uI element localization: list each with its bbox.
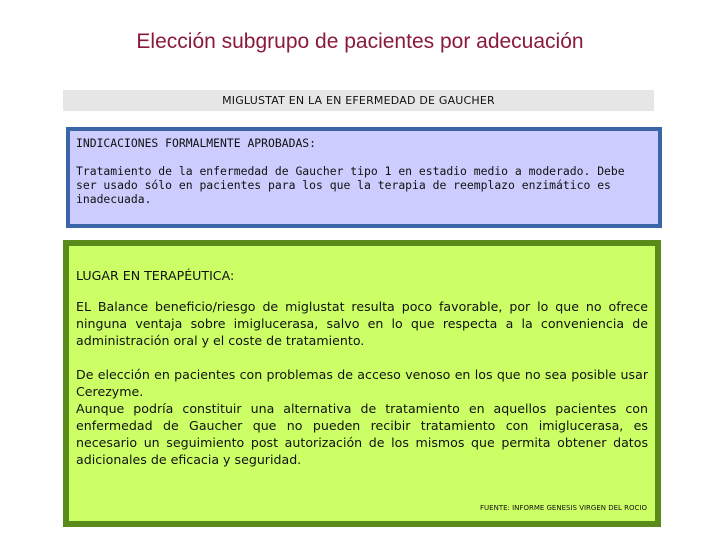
drug-banner: MIGLUSTAT EN LA EN EFERMEDAD DE GAUCHER (63, 90, 654, 111)
indications-heading: INDICACIONES FORMALMENTE APROBADAS: (76, 136, 317, 150)
source-note: FUENTE: INFORME GENESIS VIRGEN DEL ROCIO (480, 504, 647, 512)
page-title: Elección subgrupo de pacientes por adecuación (136, 30, 584, 53)
therapeutic-paragraph-1: EL Balance beneficio/riesgo de miglustat resulta poco favorable, por lo que no ofrece ninguna ventaja sobre imiglucerasa, salvo en lo que respecta a la conveniencia de administración oral y el coste de tratamiento. (76, 299, 648, 348)
therapeutic-box (63, 240, 661, 527)
therapeutic-paragraph-3: Aunque podría constituir una alternativa de tratamiento en aquellos pacientes con enfermedad de Gaucher que no pueden recibir tratamiento con imiglucerasa, es necesario un seguimiento post autorización de los mismos que permita obtener datos adicionales de eficacia y seguridad. (76, 401, 648, 467)
therapeutic-paragraph-2: De elección en pacientes con problemas de acceso venoso en los que no sea posible usar Cerezyme. (76, 367, 648, 399)
therapeutic-heading: LUGAR EN TERAPÉUTICA: (76, 268, 235, 283)
indications-text: Tratamiento de la enfermedad de Gaucher tipo 1 en estadio medio a moderado. Debe ser usado sólo en pacientes para los que la terapia de reemplazo enzimático es inadecuada. (76, 164, 625, 206)
indications-box (66, 127, 662, 228)
